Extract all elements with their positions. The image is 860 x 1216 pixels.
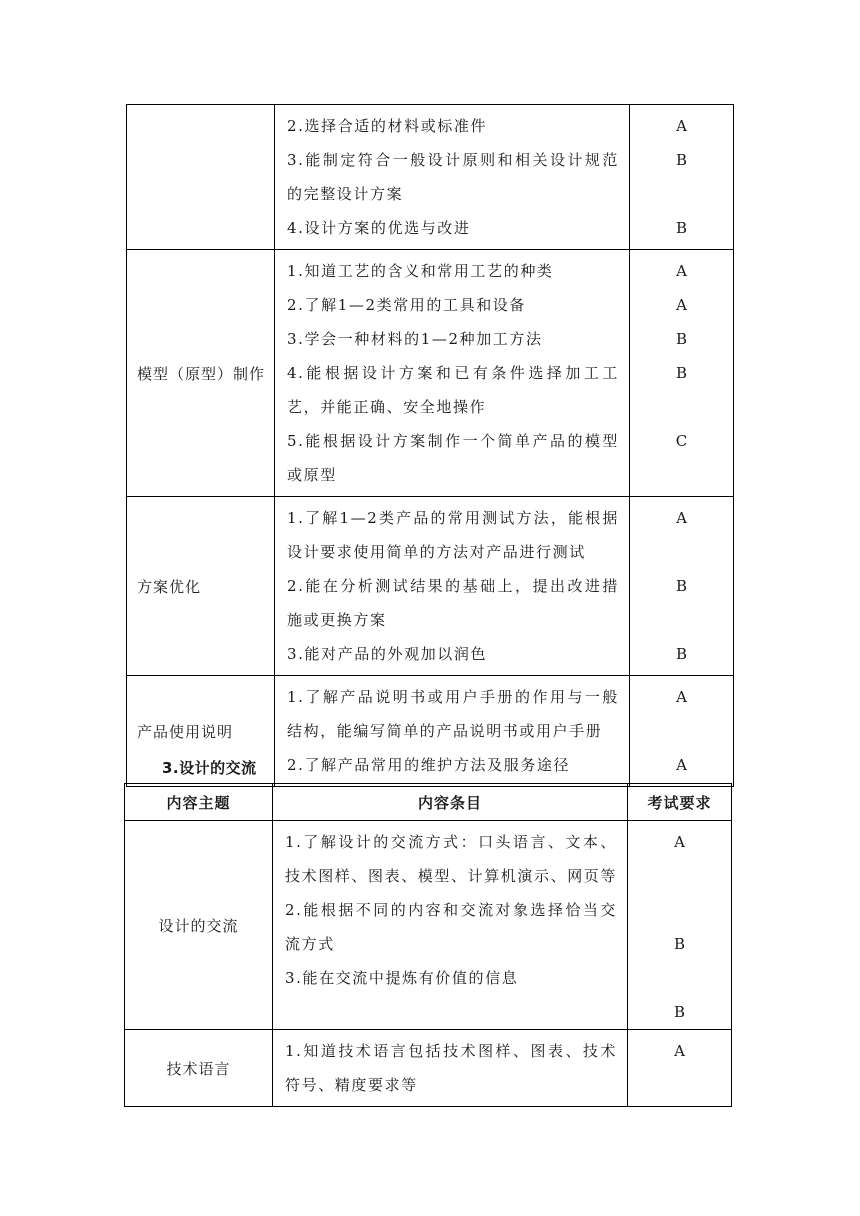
table-header-row — [125, 784, 732, 821]
level-value: A — [676, 262, 687, 280]
level-cell — [628, 1030, 732, 1107]
level-value: B — [675, 330, 688, 348]
items-cell — [273, 821, 628, 1030]
level-value: A — [676, 296, 687, 314]
level-spacer — [630, 390, 733, 424]
column-header: 内容主题 — [125, 784, 273, 821]
level-value: C — [675, 432, 688, 450]
list-item: 1.了解1—2类产品的常用测试方法，能根据设计要求使用简单的方法对产品进行测试 — [287, 509, 619, 561]
table-row — [125, 821, 732, 1030]
list-item: 1.知道技术语言包括技术图样、图表、技术符号、精度要求等 — [285, 1042, 617, 1094]
column-header: 内容条目 — [273, 784, 628, 821]
list-item: 3.能在交流中提炼有价值的信息 — [285, 969, 519, 987]
level-spacer — [628, 893, 731, 927]
section-heading: 3.设计的交流 — [162, 759, 257, 777]
level-cell — [630, 105, 734, 250]
list-item: 2.选择合适的材料或标准件 — [287, 117, 488, 135]
level-value: B — [675, 151, 688, 169]
list-item: 4.能根据设计方案和已有条件选择加工工艺，并能正确、安全地操作 — [287, 364, 619, 416]
items-cell — [275, 676, 630, 787]
items-cell — [275, 105, 630, 250]
list-item: 5.能根据设计方案制作一个简单产品的模型或原型 — [287, 432, 619, 484]
topic-cell: 设计的交流 — [125, 821, 273, 1030]
level-spacer — [630, 177, 733, 211]
items-cell — [275, 250, 630, 497]
table-row — [127, 250, 734, 497]
level-value: A — [676, 688, 687, 706]
topic-cell: 方案优化 — [127, 497, 275, 676]
level-spacer — [628, 961, 731, 995]
list-item: 3.学会一种材料的1—2种加工方法 — [287, 330, 543, 348]
level-spacer — [630, 535, 733, 569]
items-cell — [275, 497, 630, 676]
table-row — [127, 497, 734, 676]
level-value: B — [673, 1003, 686, 1021]
table-row — [125, 1030, 732, 1107]
list-item: 3.能对产品的外观加以润色 — [287, 645, 488, 663]
items-cell — [273, 1030, 628, 1107]
list-item: 2.了解1—2类常用的工具和设备 — [287, 296, 526, 314]
topic-cell — [127, 105, 275, 250]
level-cell — [628, 821, 732, 1030]
level-spacer — [630, 714, 733, 748]
list-item: 3.能制定符合一般设计原则和相关设计规范的完整设计方案 — [287, 151, 619, 203]
level-spacer — [628, 859, 731, 893]
list-item: 2.了解产品常用的维护方法及服务途径 — [287, 756, 571, 774]
list-item: 1.知道工艺的含义和常用工艺的种类 — [287, 262, 554, 280]
table-row — [127, 105, 734, 250]
level-value: A — [676, 756, 687, 774]
list-item: 1.了解设计的交流方式：口头语言、文本、技术图样、图表、模型、计算机演示、网页等 — [285, 833, 618, 885]
list-item: 2.能在分析测试结果的基础上，提出改进措施或更换方案 — [287, 577, 619, 629]
column-header: 考试要求 — [628, 784, 732, 821]
list-item: 1.了解产品说明书或用户手册的作用与一般结构，能编写简单的产品说明书或用户手册 — [287, 688, 619, 740]
level-value: B — [673, 935, 686, 953]
topic-cell: 技术语言 — [125, 1030, 273, 1107]
level-value: A — [676, 117, 687, 135]
level-spacer — [630, 603, 733, 637]
topic-cell: 模型（原型）制作 — [127, 250, 275, 497]
level-value: A — [674, 833, 685, 851]
level-value: A — [676, 509, 687, 527]
level-value: B — [675, 645, 688, 663]
level-spacer — [628, 1068, 731, 1102]
topic-cell: 产品使用说明 — [127, 676, 275, 787]
design-communication-table — [124, 783, 732, 1107]
level-value: B — [675, 219, 688, 237]
level-spacer — [630, 458, 733, 492]
level-cell — [630, 497, 734, 676]
list-item: 2.能根据不同的内容和交流对象选择恰当交流方式 — [285, 901, 617, 953]
list-item: 4.设计方案的优选与改进 — [287, 219, 471, 237]
level-value: A — [674, 1042, 685, 1060]
level-value: B — [675, 577, 688, 595]
level-cell — [630, 676, 734, 787]
requirements-table-continued — [126, 104, 734, 787]
level-value: B — [675, 364, 688, 382]
level-cell — [630, 250, 734, 497]
